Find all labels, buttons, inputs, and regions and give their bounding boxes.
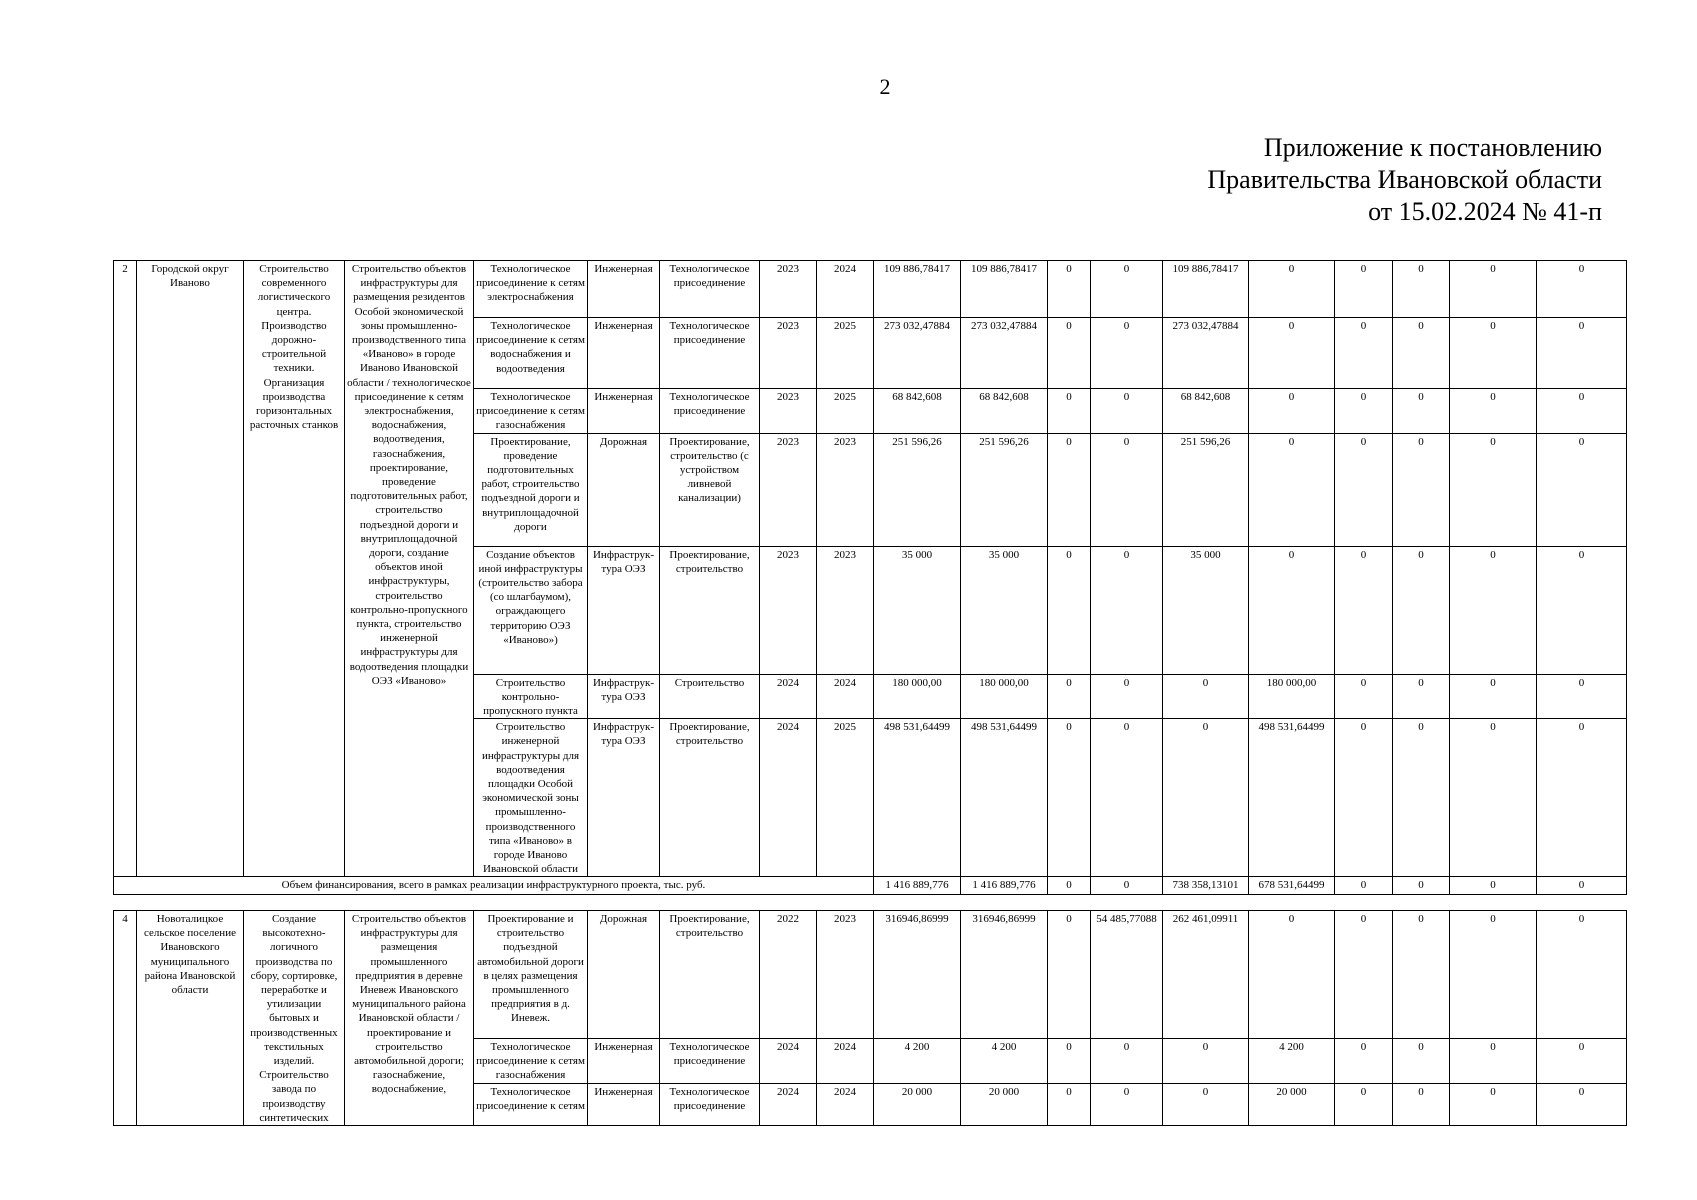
- work-cell: Технологическое присоединение: [660, 1083, 760, 1125]
- work-cell: Технологическое присоединение: [660, 389, 760, 434]
- value-cell: 0: [1450, 877, 1537, 895]
- value-cell: 0: [1450, 911, 1537, 1039]
- total-cell: 20 000: [874, 1083, 961, 1125]
- row-number: 2: [114, 261, 137, 877]
- value-cell: 0: [1048, 674, 1091, 719]
- value-cell: 0: [1537, 389, 1627, 434]
- value-cell: 0: [1048, 719, 1091, 877]
- total-cell: 4 200: [874, 1038, 961, 1083]
- investment-project-cell: Создание высокотехно-логичного производства по сбору, сортировке, переработке и утилизации бытовых и производственных текстильных изделий. Строительство завода по производству синтетических: [244, 911, 345, 1126]
- type-cell: Инфраструк-тура ОЭЗ: [588, 674, 660, 719]
- object-cell: Технологическое присоединение к сетям газоснабжения: [474, 389, 588, 434]
- type-cell: Инженерная: [588, 1038, 660, 1083]
- budget-cell: 35 000: [961, 546, 1048, 674]
- object-cell: Проектирование, проведение подготовительных работ, строительство подъездной дороги и внутриплощадочной дороги: [474, 433, 588, 546]
- value-cell: 0: [1163, 1083, 1249, 1125]
- value-cell: 0: [1249, 546, 1335, 674]
- value-cell: 0: [1450, 674, 1537, 719]
- total-cell: 273 032,47884: [874, 318, 961, 389]
- value-cell: 0: [1537, 433, 1627, 546]
- start-year-cell: 2023: [760, 261, 817, 318]
- value-cell: 678 531,64499: [1249, 877, 1335, 895]
- infrastructure-project-cell: Строительство объектов инфраструктуры для размещения промышленного предприятия в деревне Иневеж Ивановского муниципального района Ивановской области / проектирование и строительство автомобильной дороги; газоснабжение, водоснабжение,: [345, 911, 474, 1126]
- value-cell: 0: [1450, 1083, 1537, 1125]
- budget-cell: 109 886,78417: [961, 261, 1048, 318]
- value-cell: 0: [1048, 877, 1091, 895]
- value-cell: 0: [1048, 911, 1091, 1039]
- start-year-cell: 2024: [760, 1083, 817, 1125]
- object-cell: Строительство инженерной инфраструктуры для водоотведения площадки Особой экономической зоны промышленно-производственного типа «Иваново» в городе Иваново Ивановской области: [474, 719, 588, 877]
- value-cell: 262 461,09911: [1163, 911, 1249, 1039]
- start-year-cell: 2022: [760, 911, 817, 1039]
- total-cell: 109 886,78417: [874, 261, 961, 318]
- total-cell: 251 596,26: [874, 433, 961, 546]
- object-cell: Создание объектов иной инфраструктуры (строительство забора (со шлагбаумом), ограждающего территорию ОЭЗ «Иваново»): [474, 546, 588, 674]
- budget-cell: 251 596,26: [961, 433, 1048, 546]
- value-cell: 0: [1393, 433, 1450, 546]
- value-cell: 0: [1091, 674, 1163, 719]
- budget-cell: 20 000: [961, 1083, 1048, 1125]
- value-cell: 0: [1393, 1083, 1450, 1125]
- value-cell: 0: [1163, 674, 1249, 719]
- object-cell: Технологическое присоединение к сетям электроснабжения: [474, 261, 588, 318]
- start-year-cell: 2024: [760, 674, 817, 719]
- end-year-cell: 2023: [817, 911, 874, 1039]
- object-cell: Технологическое присоединение к сетям водоснабжения и водоотведения: [474, 318, 588, 389]
- value-cell: 0: [1335, 674, 1393, 719]
- value-cell: 0: [1450, 318, 1537, 389]
- value-cell: 0: [1393, 546, 1450, 674]
- value-cell: 0: [1249, 318, 1335, 389]
- value-cell: 0: [1450, 546, 1537, 674]
- type-cell: Инженерная: [588, 318, 660, 389]
- infrastructure-table-project-2: [113, 260, 1627, 895]
- appendix-header: [1207, 132, 1602, 228]
- appendix-line-2: Правительства Ивановской области: [1207, 165, 1602, 194]
- end-year-cell: 2025: [817, 719, 874, 877]
- value-cell: 0: [1335, 1083, 1393, 1125]
- total-cell: 498 531,64499: [874, 719, 961, 877]
- value-cell: 0: [1335, 877, 1393, 895]
- total-row: [114, 877, 1627, 895]
- value-cell: 0: [1163, 719, 1249, 877]
- value-cell: 0: [1393, 318, 1450, 389]
- total-label: Объем финансирования, всего в рамках реализации инфраструктурного проекта, тыс. руб.: [114, 877, 874, 895]
- value-cell: 0: [1091, 546, 1163, 674]
- value-cell: 0: [1048, 389, 1091, 434]
- value-cell: 0: [1249, 261, 1335, 318]
- value-cell: 0: [1091, 1038, 1163, 1083]
- value-cell: 0: [1537, 318, 1627, 389]
- type-cell: Инфраструк-тура ОЭЗ: [588, 719, 660, 877]
- type-cell: Инженерная: [588, 261, 660, 318]
- type-cell: Дорожная: [588, 433, 660, 546]
- value-cell: 0: [1163, 1038, 1249, 1083]
- value-cell: 0: [1048, 318, 1091, 389]
- value-cell: 0: [1537, 1038, 1627, 1083]
- budget-cell: 498 531,64499: [961, 719, 1048, 877]
- start-year-cell: 2024: [760, 719, 817, 877]
- start-year-cell: 2023: [760, 546, 817, 674]
- work-cell: Проектирование, строительство: [660, 546, 760, 674]
- value-cell: 0: [1450, 719, 1537, 877]
- work-cell: Проектирование, строительство (с устройством ливневой канализации): [660, 433, 760, 546]
- start-year-cell: 2023: [760, 433, 817, 546]
- work-cell: Технологическое присоединение: [660, 1038, 760, 1083]
- value-cell: 0: [1335, 433, 1393, 546]
- value-cell: 0: [1091, 318, 1163, 389]
- end-year-cell: 2024: [817, 674, 874, 719]
- value-cell: 0: [1537, 261, 1627, 318]
- value-cell: 0: [1537, 674, 1627, 719]
- value-cell: 273 032,47884: [1163, 318, 1249, 389]
- value-cell: 4 200: [1249, 1038, 1335, 1083]
- value-cell: 20 000: [1249, 1083, 1335, 1125]
- infrastructure-project-cell: Строительство объектов инфраструктуры для размещения резидентов Особой экономической зоны промышленно-производственного типа «Иваново» в городе Иваново Ивановской области / технологическое присоединение к сетям электроснабжения, водоснабжения, водоотведения, газоснабжения, проектирование, проведение подготовительных работ, строительство подъездной дороги и внутриплощадочной дороги, создание объектов иной инфраструктуры, строительство контрольно-пропускного пункта, строительство инженерной инфраструктуры для водоотведения площадки ОЭЗ «Иваново»: [345, 261, 474, 877]
- total-cell: 1 416 889,776: [874, 877, 961, 895]
- budget-cell: 1 416 889,776: [961, 877, 1048, 895]
- value-cell: 0: [1393, 719, 1450, 877]
- end-year-cell: 2025: [817, 318, 874, 389]
- value-cell: 0: [1249, 433, 1335, 546]
- type-cell: Инженерная: [588, 1083, 660, 1125]
- value-cell: 0: [1048, 546, 1091, 674]
- page-number: 2: [879, 74, 891, 99]
- value-cell: 35 000: [1163, 546, 1249, 674]
- end-year-cell: 2024: [817, 1038, 874, 1083]
- work-cell: Строительство: [660, 674, 760, 719]
- value-cell: 0: [1450, 1038, 1537, 1083]
- budget-cell: 273 032,47884: [961, 318, 1048, 389]
- value-cell: 0: [1335, 719, 1393, 877]
- work-cell: Проектирование, строительство: [660, 719, 760, 877]
- value-cell: 0: [1393, 877, 1450, 895]
- value-cell: 109 886,78417: [1163, 261, 1249, 318]
- value-cell: 0: [1048, 433, 1091, 546]
- infrastructure-table-project-4: [113, 910, 1627, 1126]
- type-cell: Инфраструк-тура ОЭЗ: [588, 546, 660, 674]
- value-cell: 0: [1048, 1038, 1091, 1083]
- appendix-line-3: от 15.02.2024 № 41-п: [1368, 197, 1602, 226]
- total-cell: 68 842,608: [874, 389, 961, 434]
- value-cell: 0: [1450, 261, 1537, 318]
- type-cell: Инженерная: [588, 389, 660, 434]
- value-cell: 0: [1537, 1083, 1627, 1125]
- row-number: 4: [114, 911, 137, 1126]
- value-cell: 0: [1048, 261, 1091, 318]
- value-cell: 0: [1335, 389, 1393, 434]
- value-cell: 0: [1091, 433, 1163, 546]
- value-cell: 0: [1450, 433, 1537, 546]
- value-cell: 0: [1393, 911, 1450, 1039]
- value-cell: 0: [1249, 389, 1335, 434]
- start-year-cell: 2023: [760, 318, 817, 389]
- value-cell: 54 485,77088: [1091, 911, 1163, 1039]
- object-cell: Технологическое присоединение к сетям газоснабжения: [474, 1038, 588, 1083]
- object-cell: Технологическое присоединение к сетям: [474, 1083, 588, 1125]
- investment-project-cell: Строительство современного логистического центра. Производство дорожно-строительной техники. Организация производства горизонтальных расточных станков: [244, 261, 345, 877]
- budget-cell: 68 842,608: [961, 389, 1048, 434]
- end-year-cell: 2023: [817, 546, 874, 674]
- value-cell: 0: [1537, 546, 1627, 674]
- table-row: [114, 911, 1627, 1039]
- object-cell: Проектирование и строительство подъездной автомобильной дороги в целях размещения промышленного предприятия в д. Иневеж.: [474, 911, 588, 1039]
- end-year-cell: 2024: [817, 261, 874, 318]
- value-cell: 0: [1048, 1083, 1091, 1125]
- value-cell: 251 596,26: [1163, 433, 1249, 546]
- value-cell: 0: [1393, 389, 1450, 434]
- end-year-cell: 2025: [817, 389, 874, 434]
- value-cell: 180 000,00: [1249, 674, 1335, 719]
- total-cell: 180 000,00: [874, 674, 961, 719]
- value-cell: 0: [1091, 1083, 1163, 1125]
- object-cell: Строительство контрольно-пропускного пункта: [474, 674, 588, 719]
- work-cell: Технологическое присоединение: [660, 261, 760, 318]
- value-cell: 0: [1537, 911, 1627, 1039]
- value-cell: 0: [1091, 719, 1163, 877]
- value-cell: 498 531,64499: [1249, 719, 1335, 877]
- appendix-line-1: Приложение к постановлению: [1263, 133, 1602, 162]
- end-year-cell: 2023: [817, 433, 874, 546]
- value-cell: 0: [1091, 389, 1163, 434]
- start-year-cell: 2024: [760, 1038, 817, 1083]
- work-cell: Проектирование, строительство: [660, 911, 760, 1039]
- value-cell: 0: [1393, 674, 1450, 719]
- value-cell: 0: [1537, 877, 1627, 895]
- value-cell: 0: [1450, 389, 1537, 434]
- total-cell: 316946,86999: [874, 911, 961, 1039]
- value-cell: 0: [1335, 261, 1393, 318]
- municipality-cell: Новоталицкое сельское поселение Ивановского муниципального района Ивановской области: [137, 911, 244, 1126]
- value-cell: 738 358,13101: [1163, 877, 1249, 895]
- budget-cell: 316946,86999: [961, 911, 1048, 1039]
- municipality-cell: Городской округ Иваново: [137, 261, 244, 877]
- value-cell: 0: [1335, 318, 1393, 389]
- value-cell: 68 842,608: [1163, 389, 1249, 434]
- value-cell: 0: [1091, 877, 1163, 895]
- type-cell: Дорожная: [588, 911, 660, 1039]
- table-row: [114, 261, 1627, 318]
- value-cell: 0: [1249, 911, 1335, 1039]
- value-cell: 0: [1335, 546, 1393, 674]
- start-year-cell: 2023: [760, 389, 817, 434]
- value-cell: 0: [1537, 719, 1627, 877]
- work-cell: Технологическое присоединение: [660, 318, 760, 389]
- value-cell: 0: [1335, 911, 1393, 1039]
- value-cell: 0: [1393, 1038, 1450, 1083]
- end-year-cell: 2024: [817, 1083, 874, 1125]
- budget-cell: 4 200: [961, 1038, 1048, 1083]
- value-cell: 0: [1091, 261, 1163, 318]
- total-cell: 35 000: [874, 546, 961, 674]
- value-cell: 0: [1393, 261, 1450, 318]
- budget-cell: 180 000,00: [961, 674, 1048, 719]
- value-cell: 0: [1335, 1038, 1393, 1083]
